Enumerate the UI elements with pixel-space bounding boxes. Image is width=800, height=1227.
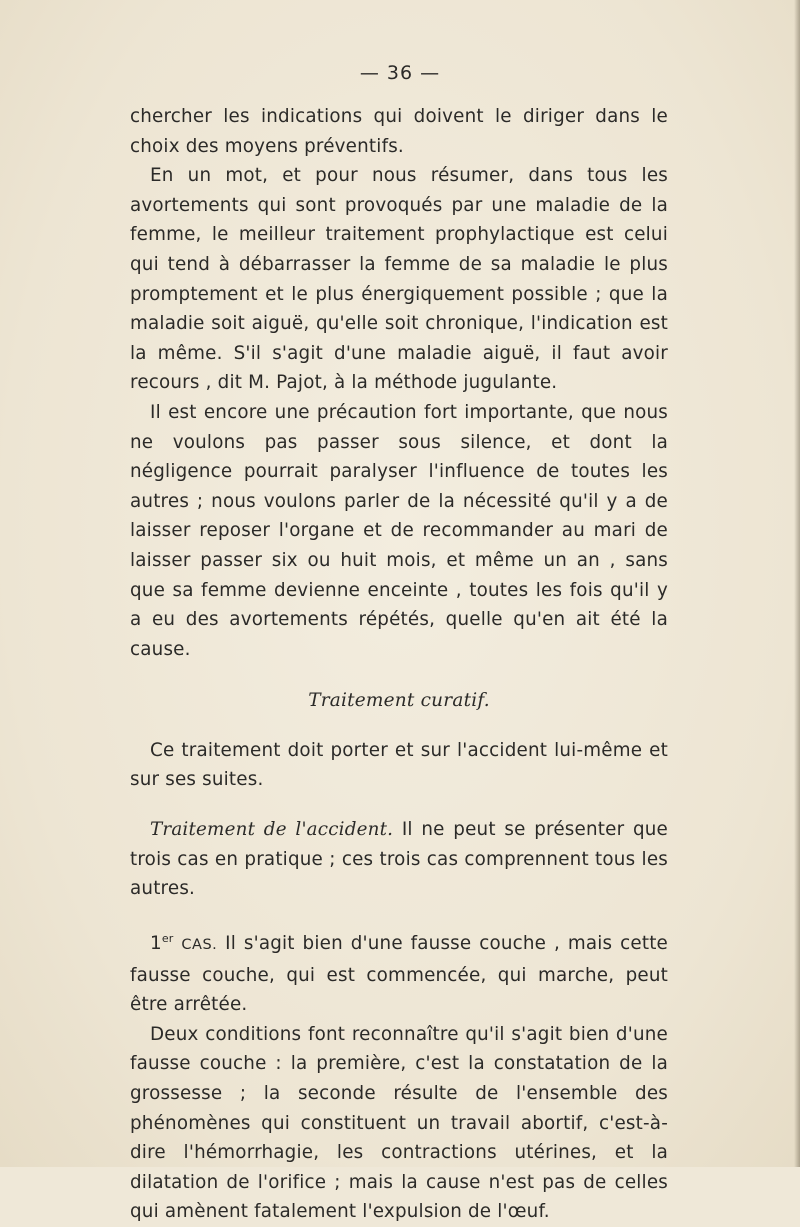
paragraph-first-case-text: Il s'agit bien d'une fausse couche , mais cette fausse couche, qui est commencée, qui marche, peut être arrêtée. [130, 932, 669, 1016]
page-edge-shadow [794, 0, 800, 1167]
paragraph-first-case [130, 924, 668, 1020]
paragraph-summary: En un mot, et pour nous résumer, dans tous les avortements qui sont provoqués par une maladie de la femme, le meilleur traitement prophylactique est celui qui tend à débarrasser la femme de sa maladie le plus promptement et le plus énergiquement possible ; que la maladie soit aiguë, qu'elle soit chronique, l'indication est la même. S'il s'agit d'une maladie aiguë, il faut avoir recours , dit M. Pajot, à la méthode jugulante. [130, 165, 668, 394]
body-text [130, 102, 668, 1227]
paragraph-curative: Ce traitement doit porter et sur l'accident lui-même et sur ses suites. [130, 739, 668, 791]
paragraph-precaution: Il est encore une précaution fort importante, que nous ne voulons pas passer sous silence, et dont la négligence pourrait paralyser l'influence de toutes les autres ; nous voulons parler de la nécessité qu'il y a de laisser reposer l'organe et de recommander au mari de laisser passer six ou huit mois, et même un an , sans que sa femme devienne enceinte , toutes les fois qu'il y a eu des avortements répétés, quelle qu'en ait été la cause. [130, 401, 668, 660]
paragraph-accident [130, 815, 668, 904]
section-heading: Traitement curatif. [308, 690, 490, 712]
paragraph-accident-text: Il ne peut se présenter que trois cas en pratique ; ces trois cas comprennent tous les autres. [130, 819, 669, 900]
paragraph-continued: chercher les indications qui doivent le diriger dans le choix des moyens préventifs. [130, 106, 668, 157]
case-number-suffix: er [161, 931, 174, 945]
paragraph-conditions: Deux conditions font reconnaître qu'il s'agit bien d'une fausse couche : la première, c'est la constatation de la grossesse ; la seconde résulte de l'ensemble des phénomènes qui constituent un travail abortif, c'est-à-dire l'hémorrhagie, les contractions utérines, et la dilatation de l'orifice ; mais la cause n'est pas de celles qui amènent fatalement l'expulsion de l'œuf. [130, 1023, 668, 1223]
subheading-accident: Traitement de l'accident. [150, 819, 394, 841]
page-number: — 36 — [359, 62, 441, 84]
case-label: CAS. [181, 936, 218, 953]
case-number: 1 [150, 932, 162, 954]
